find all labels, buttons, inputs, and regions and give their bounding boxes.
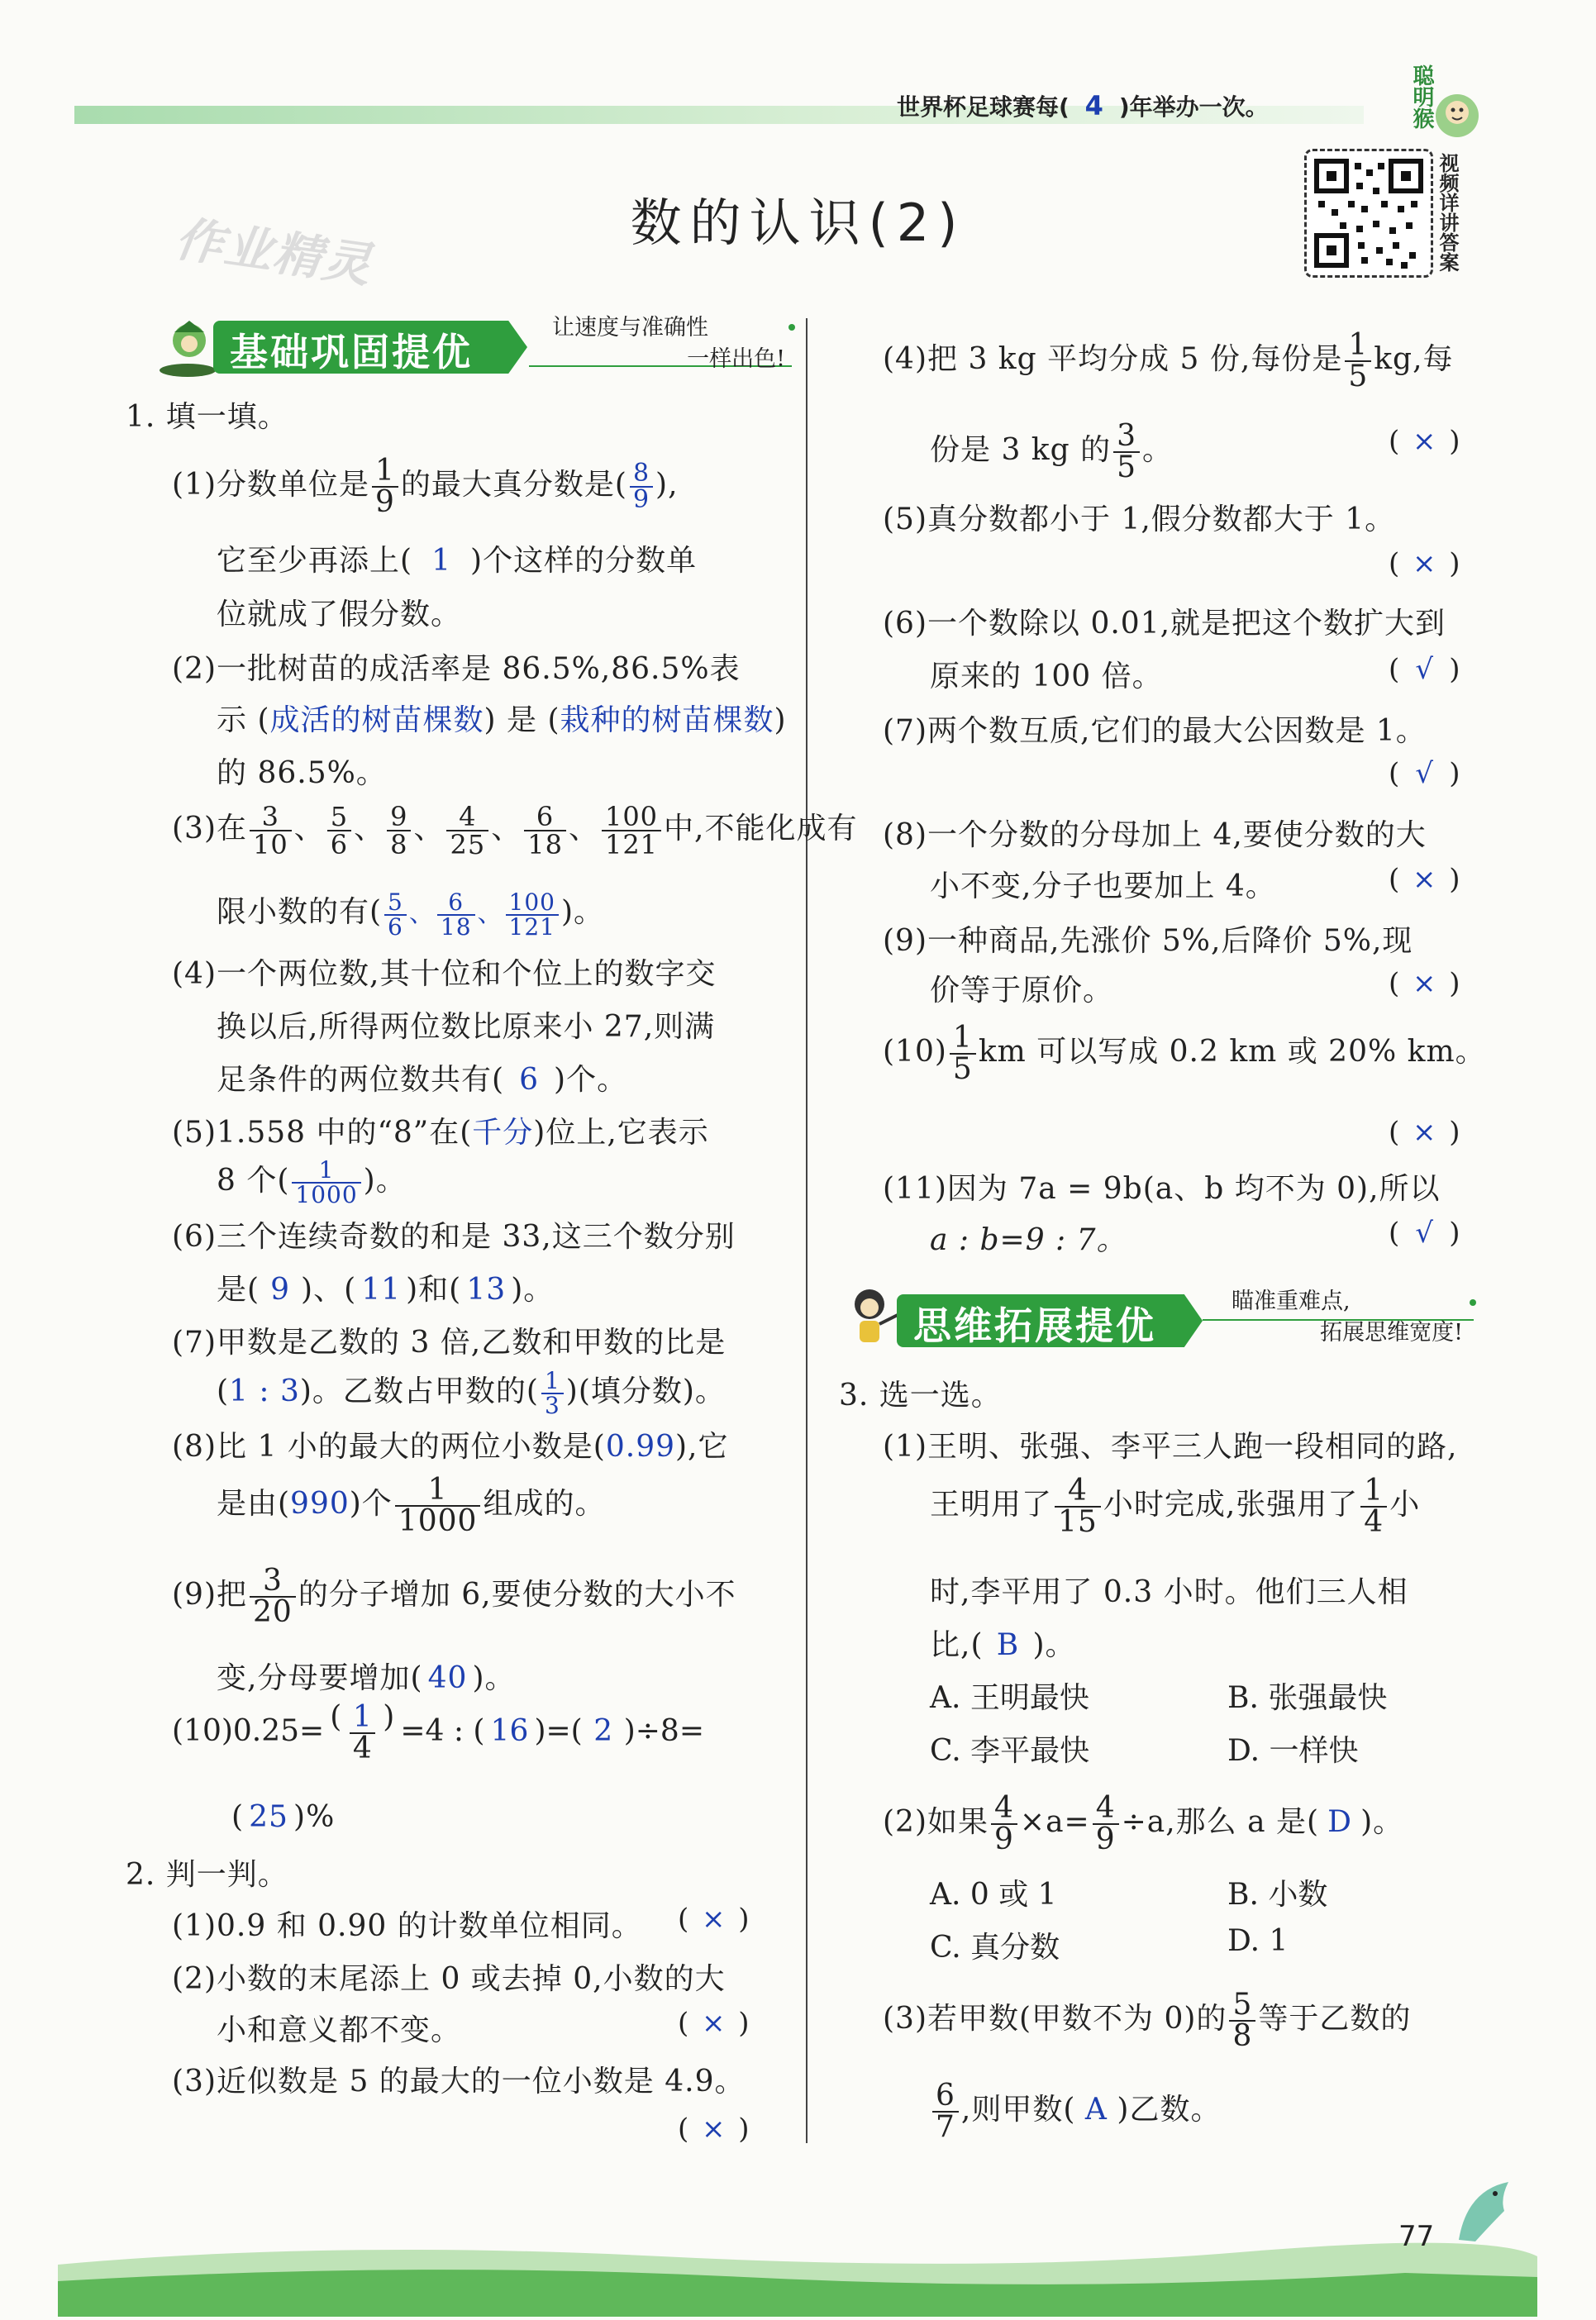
- q3-p3-line1: (3)若甲数(甲数不为 0)的 $\frac{5}{8}$ 等于乙数的: [883, 1988, 1412, 2053]
- think-slogan-2: 拓展思维宽度!: [1320, 1320, 1463, 1346]
- separator: 、: [568, 812, 599, 846]
- q2-item-10-mark: ( × ): [1389, 1116, 1460, 1149]
- watermark: 作业精灵: [171, 210, 376, 294]
- q3-p3-line2: $\frac{6}{7}$ ,则甲数( A )乙数。: [930, 2081, 1221, 2142]
- q2-item-2-line2: 小和意义都不变。: [217, 2013, 462, 2047]
- basic-slogan-1: 让速度与准确性: [552, 315, 708, 341]
- q2-item-7: (7)两个数互质,它们的最大公因数是 1。: [883, 714, 1427, 748]
- fraction: $\frac{5}{6}$: [327, 803, 351, 858]
- fraction: $\frac{100}{121}$: [602, 803, 661, 858]
- q1-p1-line2: 它至少再添上( 1 )个这样的分数单: [217, 544, 698, 578]
- basic-mascot-icon: [153, 312, 223, 383]
- q3-p2-option-a: A. 0 或 1: [930, 1878, 1057, 1912]
- q1-p4-line2: 换以后,所得两位数比原来小 27,则满: [217, 1010, 716, 1044]
- q3-title: 3. 选一选。: [839, 1379, 1002, 1412]
- q1-p1-answer: $\frac{8}{9}$: [630, 461, 653, 512]
- q1-p10-line1: (10)0.25= $\frac{( 1 )}{4}$ =4 : ( 16 )=( 2 )÷8=: [172, 1700, 704, 1765]
- q3-p1-option-d: D. 一样快: [1227, 1734, 1359, 1768]
- q1-p6-line2: 是( 9 )、( 11 )和( 13 )。: [217, 1273, 555, 1307]
- basic-banner-label: 基础巩固提优: [230, 330, 473, 374]
- q1-p1-line1: (1)分数单位是 $\frac{1}{9}$ 的最大真分数是( $\frac{8}{9}$ ),: [172, 454, 679, 519]
- brand-text: 聪明猴: [1409, 64, 1434, 129]
- separator: 、: [413, 812, 445, 846]
- brand-monkey-logo: [1409, 64, 1484, 147]
- q3-p2-option-d: D. 1: [1227, 1924, 1289, 1958]
- think-mascot-icon: [835, 1281, 905, 1351]
- fraction: $\frac{100}{121}$: [506, 891, 559, 939]
- q2-item-2-mark: ( × ): [678, 2007, 750, 2040]
- q2-item-4: (4)把 3 kg 平均分成 5 份,每份是 $\frac{1}{5}$ kg,每: [883, 328, 1454, 393]
- q2-item-5: (5)真分数都小于 1,假分数都大于 1。: [883, 503, 1396, 536]
- separator: 、: [491, 812, 522, 846]
- q3-p1-option-c: C. 李平最快: [930, 1734, 1090, 1768]
- fraction: $\frac{3}{10}$: [250, 803, 292, 858]
- q1-p6-line1: (6)三个连续奇数的和是 33,这三个数分别: [172, 1220, 736, 1254]
- q2-item-5-mark: ( × ): [1389, 547, 1460, 580]
- q3-p2-option-c: C. 真分数: [930, 1931, 1060, 1965]
- q1-p8-line1: (8)比 1 小的最大的两位小数是(0.99),它: [172, 1430, 729, 1464]
- q2-title: 2. 判一判。: [126, 1858, 288, 1892]
- q3-p2-line1: (2)如果 $\frac{4}{9}$ ×a= $\frac{4}{9}$ ÷a,那么 a 是( D )。: [883, 1791, 1404, 1856]
- q2-item-1-mark: ( × ): [678, 1903, 750, 1936]
- q3-p1-line1: (1)王明、张强、李平三人跑一段相同的路,: [883, 1430, 1458, 1464]
- think-slogan-1: 瞄准重难点,: [1232, 1289, 1351, 1314]
- think-banner-label: 思维拓展提优: [913, 1303, 1156, 1348]
- q1-p2-line1: (2)一批树苗的成活率是 86.5%,86.5%表: [172, 652, 741, 686]
- q2-item-7-mark: ( √ ): [1389, 757, 1460, 790]
- q1-p10-line2: ( 25 )%: [231, 1800, 336, 1834]
- q2-item-3-mark: ( × ): [678, 2113, 750, 2146]
- q3-p1-line4: 比,( B )。: [930, 1628, 1076, 1662]
- fraction: $\frac{6}{18}$: [524, 803, 566, 858]
- fraction: $\frac{6}{18}$: [437, 891, 475, 939]
- q1-p7-line2: (1 : 3)。乙数占甲数的( $\frac{1}{3}$ )(填分数)。: [217, 1367, 726, 1419]
- separator: 、: [408, 899, 435, 928]
- basic-slogan-2: 一样出色!: [687, 346, 785, 372]
- q2-item-8-line2: 小不变,分子也要加上 4。: [930, 869, 1276, 903]
- q2-item-2: (2)小数的末尾添上 0 或去掉 0,小数的大: [172, 1962, 726, 1996]
- q1-p8-line2: 是由(990)个 $\frac{1}{1000}$ 组成的。: [217, 1473, 606, 1538]
- q2-item-6-line2: 原来的 100 倍。: [930, 660, 1163, 693]
- q1-p3-answers: [382, 888, 561, 941]
- q3-p1-line3: 时,李平用了 0.3 小时。他们三人相: [930, 1575, 1408, 1609]
- fraction: $\frac{9}{8}$: [387, 803, 411, 858]
- page-title: 数的认识(2): [630, 193, 966, 253]
- q3-p1-line2: 王明用了 $\frac{4}{15}$ 小时完成,张强用了 $\frac{1}{4}$ 小: [930, 1474, 1421, 1539]
- q2-item-11: (11)因为 7a = 9b(a、b 均不为 0),所以: [883, 1172, 1441, 1206]
- separator: 、: [354, 812, 385, 846]
- q1-p9-line1: (9)把 $\frac{3}{20}$ 的分子增加 6,要使分数的大小不: [172, 1564, 736, 1629]
- q2-item-9-mark: ( × ): [1389, 967, 1460, 1000]
- think-banner-dot: [1470, 1299, 1476, 1306]
- q1-p5-line1: (5)1.558 中的“8”在(千分)位上,它表示: [172, 1116, 709, 1150]
- q1-p3-line2: 限小数的有( $\frac{5}{6}$ 、 $\frac{6}{18}$ 、 $\frac{100}{121}$ )。: [217, 888, 605, 941]
- q2-item-6-mark: ( √ ): [1389, 653, 1460, 686]
- q2-item-11-line2: a : b=9 : 7。: [930, 1223, 1127, 1257]
- q3-p1-option-b: B. 张强最快: [1227, 1681, 1388, 1715]
- q3-p1-option-a: A. 王明最快: [930, 1681, 1089, 1715]
- separator: 、: [477, 899, 503, 928]
- think-slogan: [1215, 1286, 1463, 1349]
- q3-p2-option-b: B. 小数: [1227, 1878, 1328, 1912]
- header-tip: 世界杯足球赛每( 4 )年举办一次。: [897, 90, 1269, 121]
- basic-slogan: [545, 312, 785, 375]
- q1-title: 1. 填一填。: [126, 400, 288, 434]
- q2-item-10: (10) $\frac{1}{5}$ km 可以写成 0.2 km 或 20% km。: [883, 1021, 1486, 1086]
- q1-p2-line3: 的 86.5%。: [217, 756, 387, 790]
- q1-p4-line3: 足条件的两位数共有( 6 )个。: [217, 1063, 628, 1097]
- basic-banner-dot: [788, 324, 795, 331]
- fraction: $\frac{4}{25}$: [446, 803, 488, 858]
- q2-item-8: (8)一个分数的分母加上 4,要使分数的大: [883, 818, 1427, 852]
- fraction: $\frac{5}{6}$: [384, 891, 407, 939]
- qr-label: 视频详讲答案: [1436, 153, 1459, 272]
- dolphin-icon: [1442, 2165, 1533, 2265]
- page-number: 77: [1398, 2220, 1435, 2253]
- q2-item-3: (3)近似数是 5 的最大的一位小数是 4.9。: [172, 2065, 746, 2098]
- q2-item-8-mark: ( × ): [1389, 863, 1460, 896]
- column-divider: [806, 318, 808, 2143]
- separator: 、: [293, 812, 325, 846]
- q1-p5-line2: 8 个( $\frac{1}{1000}$ )。: [217, 1156, 407, 1208]
- q1-p1-line3: 位就成了假分数。: [217, 598, 462, 631]
- q2-item-11-mark: ( √ ): [1389, 1217, 1460, 1250]
- q2-item-9-line2: 价等于原价。: [930, 974, 1114, 1008]
- q1-p9-line2: 变,分母要增加( 40 )。: [217, 1661, 516, 1695]
- q2-item-4-mark: ( × ): [1389, 425, 1460, 458]
- q2-item-9: (9)一种商品,先涨价 5%,后降价 5%,现: [883, 924, 1413, 958]
- q1-p1-fraction: $\frac{1}{9}$: [372, 456, 398, 517]
- q2-item-1: (1)0.9 和 0.90 的计数单位相同。: [172, 1909, 642, 1943]
- q2-item-4-line2: 份是 3 kg 的 $\frac{3}{5}$ 。: [930, 419, 1174, 484]
- q1-p7-line1: (7)甲数是乙数的 3 倍,乙数和甲数的比是: [172, 1326, 727, 1360]
- q2-item-6: (6)一个数除以 0.01,就是把这个数扩大到: [883, 607, 1446, 641]
- q1-p3-line1: (3)在 $\frac{3}{10}$ 、 $\frac{5}{6}$ 、 $\frac{9}{8}$ 、 $\frac{4}{25}$ 、 $\frac{6}{18}$ 、 $\frac{100}{121}$ 中,不能化成有: [172, 801, 858, 860]
- q1-p2-line2: 示 (成活的树苗棵数) 是 (栽种的树苗棵数): [217, 703, 787, 737]
- footer-green-wave: [0, 2232, 1596, 2317]
- q1-p4-line1: (4)一个两位数,其十位和个位上的数字交: [172, 957, 717, 991]
